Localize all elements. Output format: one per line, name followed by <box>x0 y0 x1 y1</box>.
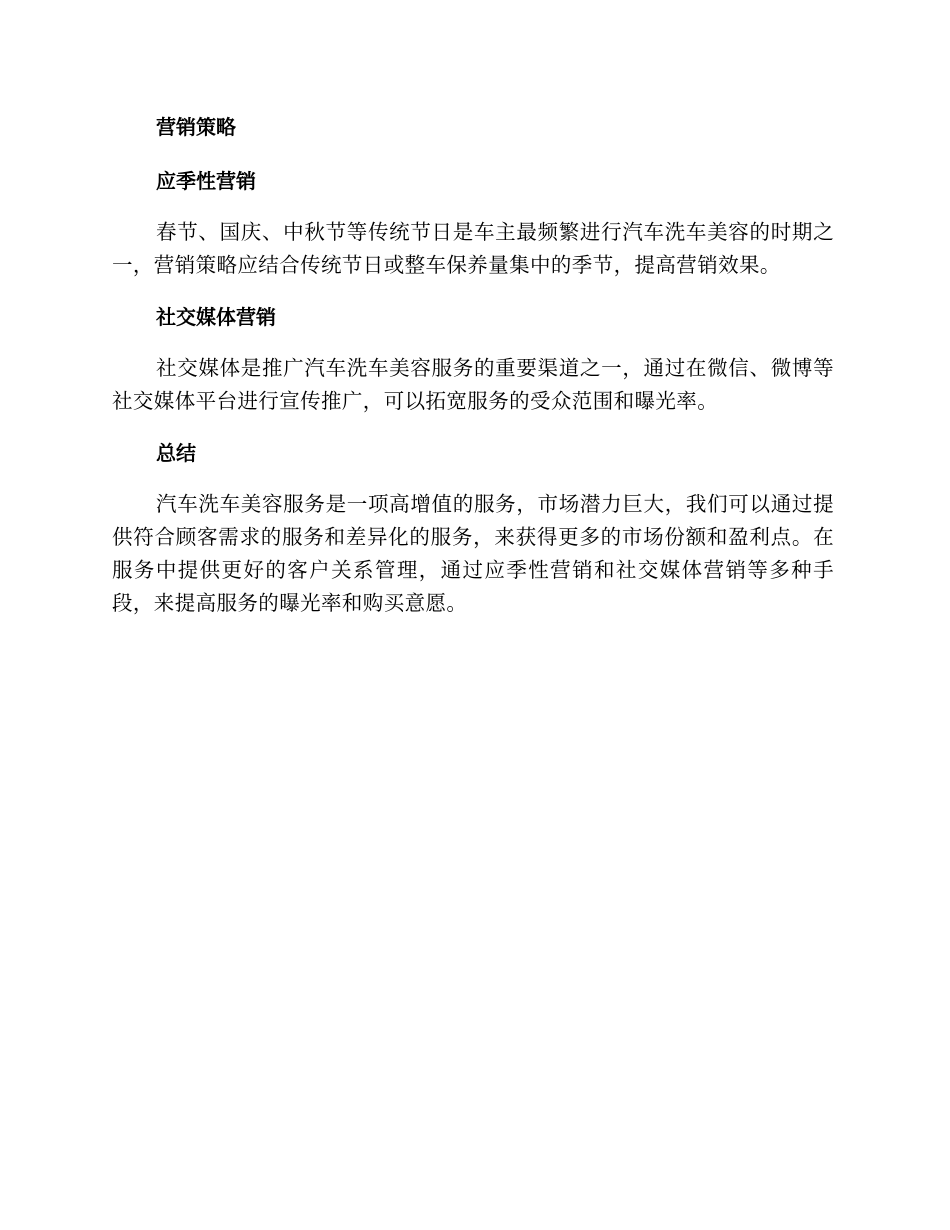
paragraph-social-media-marketing: 社交媒体是推广汽车洗车美容服务的重要渠道之一，通过在微信、微博等社交媒体平台进行宣传推广，可以拓宽服务的受众范围和曝光率。 <box>112 356 834 413</box>
paragraph-seasonal-marketing: 春节、国庆、中秋节等传统节日是车主最频繁进行汽车洗车美容的时期之一，营销策略应结合传统节日或整车保养量集中的季节，提高营销效果。 <box>112 220 834 277</box>
section-heading-marketing-strategy: 营销策略 <box>156 115 236 139</box>
subsection-heading-social-media-marketing: 社交媒体营销 <box>156 305 276 329</box>
subsection-heading-seasonal-marketing: 应季性营销 <box>156 169 256 193</box>
section-heading-summary: 总结 <box>156 441 196 465</box>
paragraph-summary: 汽车洗车美容服务是一项高增值的服务，市场潜力巨大，我们可以通过提供符合顾客需求的服务和差异化的服务，来获得更多的市场份额和盈利点。在服务中提供更好的客户关系管理，通过应季性营销和社交媒体营销等多种手段，来提高服务的曝光率和购买意愿。 <box>112 492 834 615</box>
document-page <box>112 112 834 620</box>
